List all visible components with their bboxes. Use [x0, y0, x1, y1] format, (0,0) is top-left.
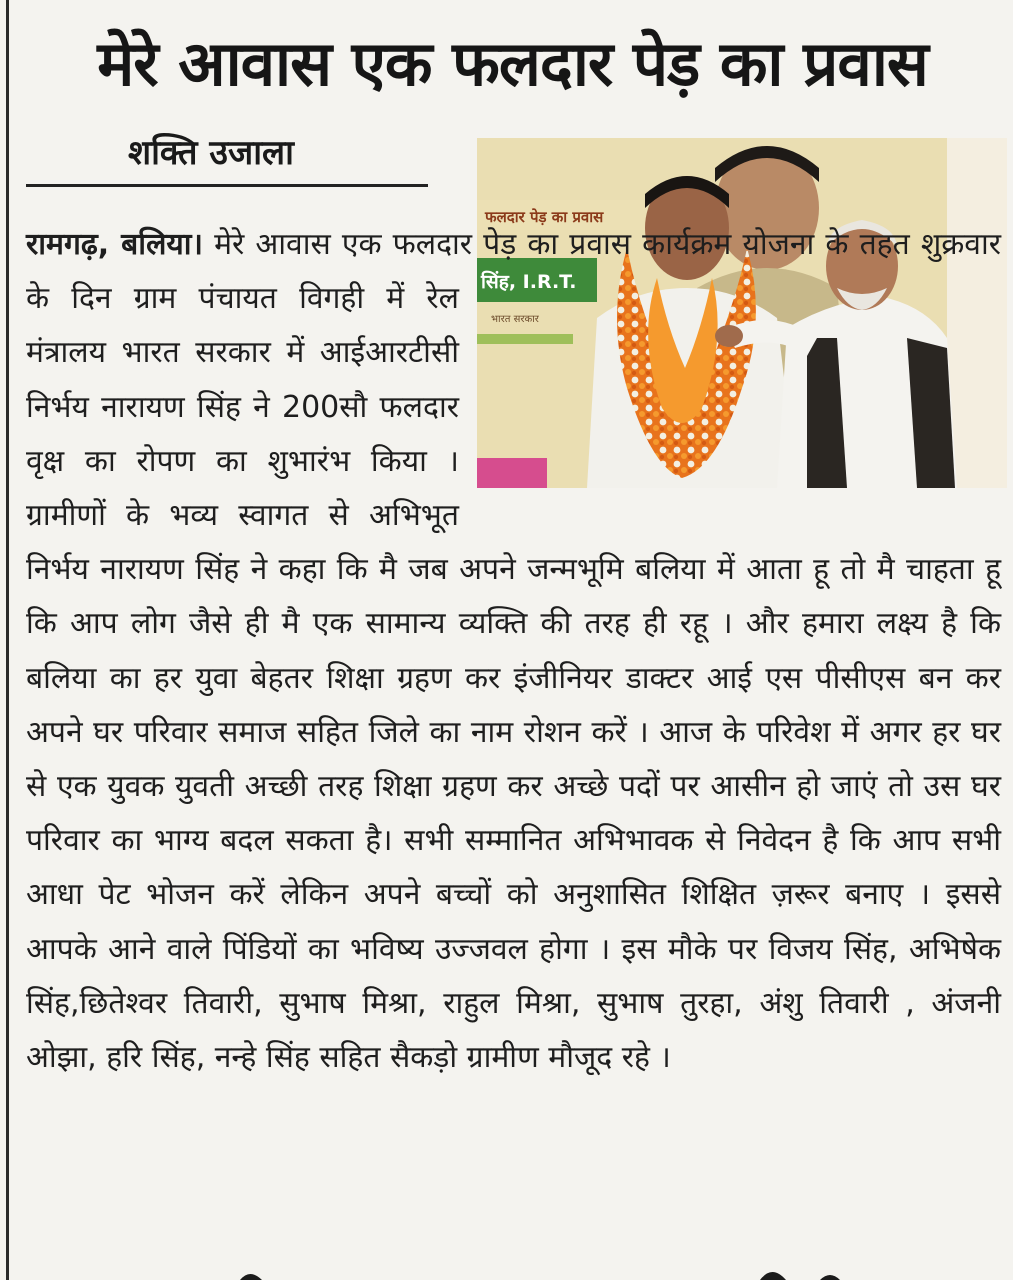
page-border [6, 0, 9, 1280]
byline-rule [26, 184, 428, 187]
dateline: रामगढ़, बलिया। [26, 227, 203, 262]
photo-banner-line2: सिंह, I.R.T. [481, 271, 577, 293]
next-article-fragment [0, 1262, 1013, 1280]
article-text: मेरे आवास एक फलदार पेड़ का प्रवास कार्यक्रम योजना के तहत शुक्रवार के दिन ग्राम पंचायत विगही में रेल मंत्रालय भारत सरकार में आईआरटीसी निर्भय नारायण सिंह ने 200सौ फलदार वृक्ष का रोपण का शुभारंभ किया । ग्रामीणों के भव्य स्वागत से अभिभूत निर्भय नारायण सिंह ने कहा कि मै जब अपने जन्मभूमि बलिया में आता हू तो मै चाहता हू कि आप लोग जैसे ही मै एक सामान्य व्यक्ति की तरह ही रहू । और हमारा लक्ष्य है कि बलिया का हर युवा बेहतर शिक्षा ग्रहण कर इंजीनियर डाक्टर आई एस पीसीएस बन कर अपने घर परिवार समाज सहित जिले का नाम रोशन करें । आज के परिवेश में अगर हर घर से एक युवक युवती अच्छी तरह शिक्षा ग्रहण कर अच्छे पदों पर आसीन हो जाएं तो उस घर परिवार का भाग्य बदल सकता है। सभी सम्मानित अभिभावक से निवेदन है कि आप सभी आधा पेट भोजन करें लेकिन अपने बच्चों को अनुशासित शिक्षित ज़रूर बनाए । इससे आपके आने वाले पिंडियों का भविष्य उज्जवल होगा । इस मौके पर विजय सिंह, अभिषेक सिंह,छितेश्वर तिवारी, सुभाष मिश्रा, राहुल मिश्रा, सुभाष तुरहा, अंशु तिवारी , अंजनी ओझा, हरि सिंह, नन्हे सिंह सहित सैकड़ो ग्रामीण मौजूद रहे । [26, 227, 1001, 1076]
news-photo [477, 138, 1007, 488]
article-body [26, 208, 1001, 1085]
byline: शक्ति उजाला [128, 133, 294, 173]
headline: मेरे आवास एक फलदार पेड़ का प्रवास [97, 27, 928, 100]
photo-banner-line3: भारत सरकार [491, 314, 539, 325]
photo-banner-line1: फलदार पेड़ का प्रवास [485, 208, 604, 226]
